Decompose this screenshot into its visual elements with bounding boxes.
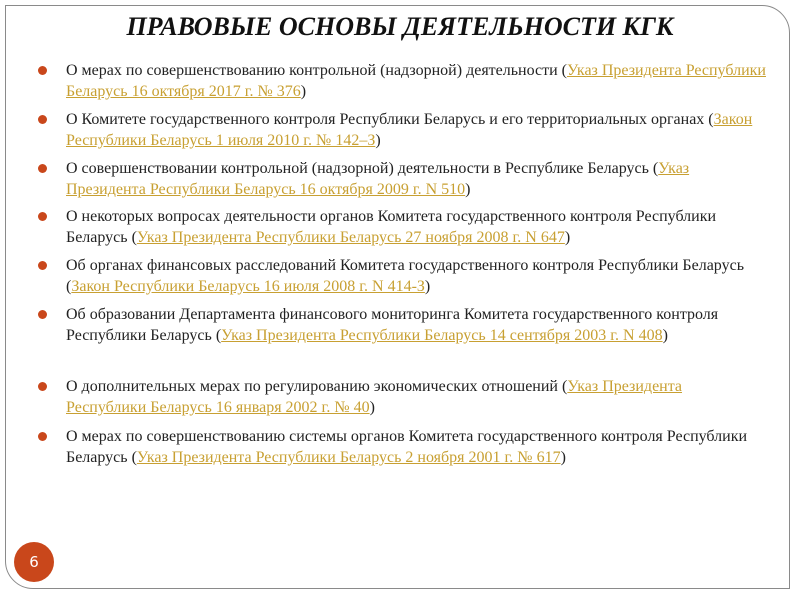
law-link[interactable]: Закон Республики Беларусь 16 июля 2008 г. N 414-З — [71, 278, 425, 295]
item-end: ) — [424, 278, 431, 295]
item-text: О совершенствовании контрольной (надзорной) деятельности в Республике Беларусь ( — [66, 160, 659, 177]
item-text: О некоторых вопросах деятельности органов Комитета государственного контроля Республики Беларусь ( — [66, 208, 717, 246]
bullet-icon — [38, 66, 47, 75]
law-link[interactable]: Указ Президента Республики Беларусь 14 сентября 2003 г. N 408 — [221, 327, 663, 344]
list-item — [66, 255, 766, 297]
law-link[interactable]: Указ Президента Республики Беларусь 16 октября 2009 г. N 510 — [66, 160, 690, 198]
law-link[interactable]: Указ Президента Республики Беларусь 16 октября 2017 г. № 376 — [66, 62, 766, 100]
item-text: Об образовании Департамента финансового мониторинга Комитета государственного контроля Республики Беларусь ( — [66, 306, 719, 344]
item-end: ) — [369, 399, 375, 416]
item-end: ) — [560, 449, 566, 466]
bullet-icon — [38, 212, 47, 221]
list-item — [66, 206, 766, 248]
slide-number-badge: 6 — [14, 542, 54, 582]
bullet-icon — [38, 432, 47, 441]
law-link[interactable]: Указ Президента Республики Беларусь 27 ноября 2008 г. N 647 — [136, 229, 565, 246]
item-end: ) — [465, 181, 471, 198]
list-item — [66, 158, 766, 200]
item-end: ) — [564, 229, 571, 246]
slide-title: ПРАВОВЫЕ ОСНОВЫ ДЕЯТЕЛЬНОСТИ КГК — [126, 12, 674, 41]
item-text: О мерах по совершенствованию контрольной (надзорной) деятельности ( — [66, 62, 567, 79]
item-end: ) — [662, 327, 668, 344]
bullet-icon — [38, 310, 47, 319]
item-text: О дополнительных мерах по регулированию экономических отношений ( — [66, 378, 568, 395]
law-link[interactable]: Указ Президента Республики Беларусь 2 ноября 2001 г. № 617 — [136, 449, 561, 466]
bullet-icon — [38, 164, 47, 173]
item-text: О Комитете государственного контроля Республики Беларусь и его территориальных органах ( — [66, 111, 714, 128]
bullet-icon — [38, 115, 47, 124]
item-text: Об органах финансовых расследований Комитета государственного контроля Республики Беларусь ( — [66, 257, 744, 295]
list-item — [66, 304, 766, 346]
law-link[interactable]: Закон Республики Беларусь 1 июля 2010 г. № 142–З — [66, 111, 753, 149]
law-link[interactable]: Указ Президента Республики Беларусь 16 января 2002 г. № 40 — [66, 378, 683, 416]
list-item — [66, 376, 766, 418]
bullet-icon — [38, 261, 47, 270]
list-item — [66, 426, 766, 468]
list-item — [66, 109, 766, 151]
item-end: ) — [375, 132, 381, 149]
item-end: ) — [300, 83, 307, 100]
list-item — [66, 60, 766, 102]
bullet-icon — [38, 382, 47, 391]
item-text: О мерах по совершенствованию системы органов Комитета государственного контроля Республики Беларусь ( — [66, 428, 748, 466]
